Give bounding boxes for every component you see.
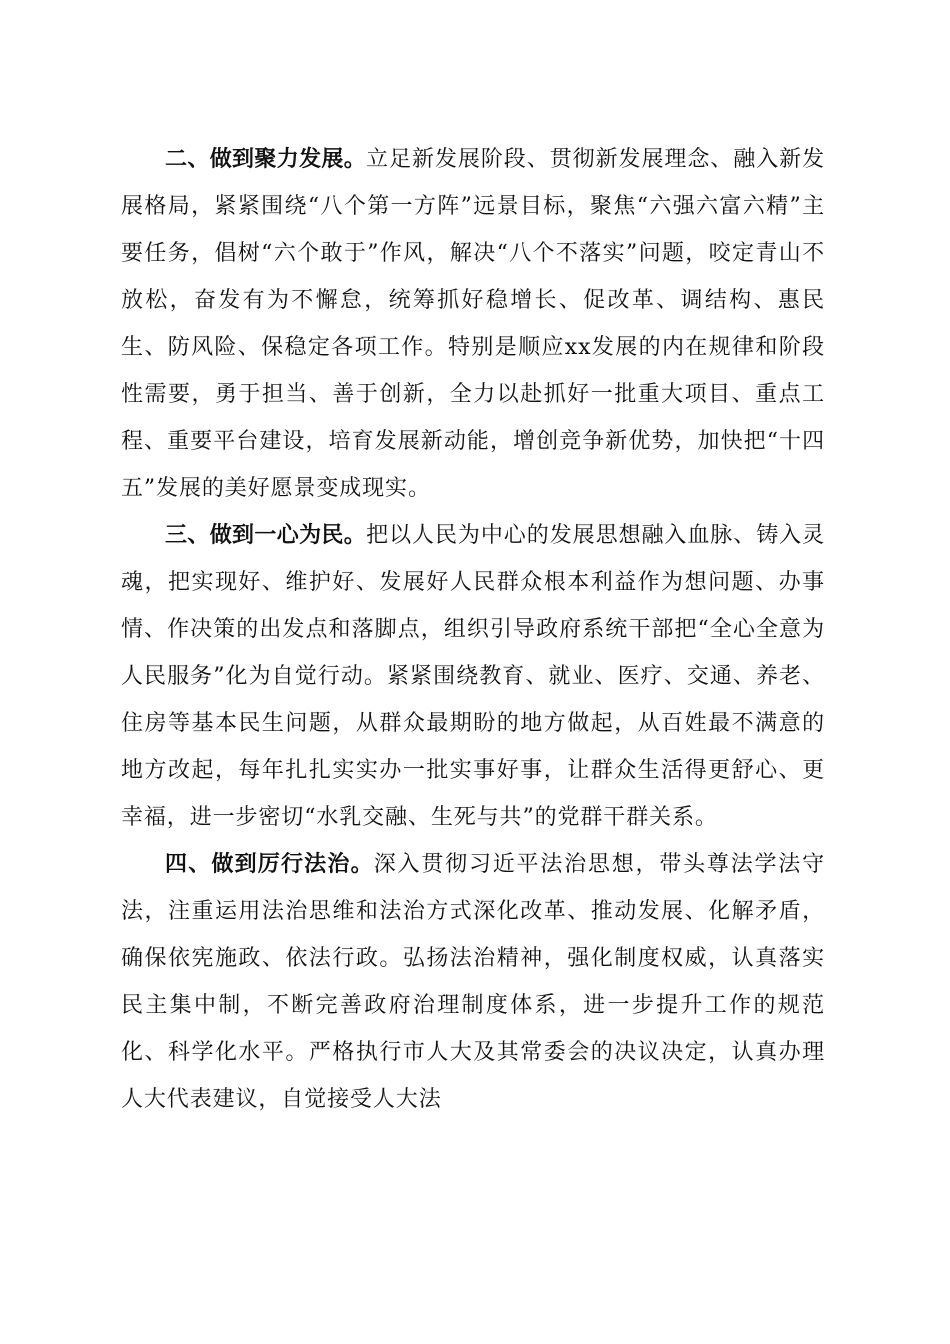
document-body xyxy=(121,136,825,1123)
section-heading: 四、做到厉行法治。 xyxy=(165,852,374,877)
paragraph-rule-of-law xyxy=(121,841,825,1123)
section-heading: 三、做到一心为民。 xyxy=(165,523,367,548)
paragraph-text: 深入贯彻习近平法治思想，带头尊法学法守法，注重运用法治思维和法治方式深化改革、推动发展、化解矛盾，确保依宪施政、依法行政。弘扬法治精神，强化制度权威，认真落实民主集中制，不断完善政府治理制度体系，进一步提升工作的规范化、科学化水平。严格执行市人大及其常委会的决议决定，认真办理人大代表建议，自觉接受人大法 xyxy=(121,852,825,1112)
paragraph-text: 把以人民为中心的发展思想融入血脉、铸入灵魂，把实现好、维护好、发展好人民群众根本利益作为想问题、办事情、作决策的出发点和落脚点，组织引导政府系统干部把“全心全意为人民服务”化为自觉行动。紧紧围绕教育、就业、医疗、交通、养老、住房等基本民生问题，从群众最期盼的地方做起，从百姓最不满意的地方改起，每年扎扎实实办一批实事好事，让群众生活得更舒心、更幸福，进一步密切“水乳交融、生死与共”的党群干群关系。 xyxy=(121,523,825,830)
section-heading: 二、做到聚力发展。 xyxy=(165,147,367,172)
paragraph-text: 立足新发展阶段、贯彻新发展理念、融入新发展格局，紧紧围绕“八个第一方阵”远景目标，聚焦“六强六富六精”主要任务，倡树“六个敢于”作风，解决“八个不落实”问题，咬定青山不放松，奋发有为不懈怠，统筹抓好稳增长、促改革、调结构、惠民生、防风险、保稳定各项工作。特别是顺应xx发展的内在规律和阶段性需要，勇于担当、善于创新，全力以赴抓好一批重大项目、重点工程、重要平台建设，培育发展新动能，增创竞争新优势，加快把“十四五”发展的美好愿景变成现实。 xyxy=(121,147,825,501)
paragraph-serve-people xyxy=(121,512,825,841)
paragraph-focus-development xyxy=(121,136,825,512)
